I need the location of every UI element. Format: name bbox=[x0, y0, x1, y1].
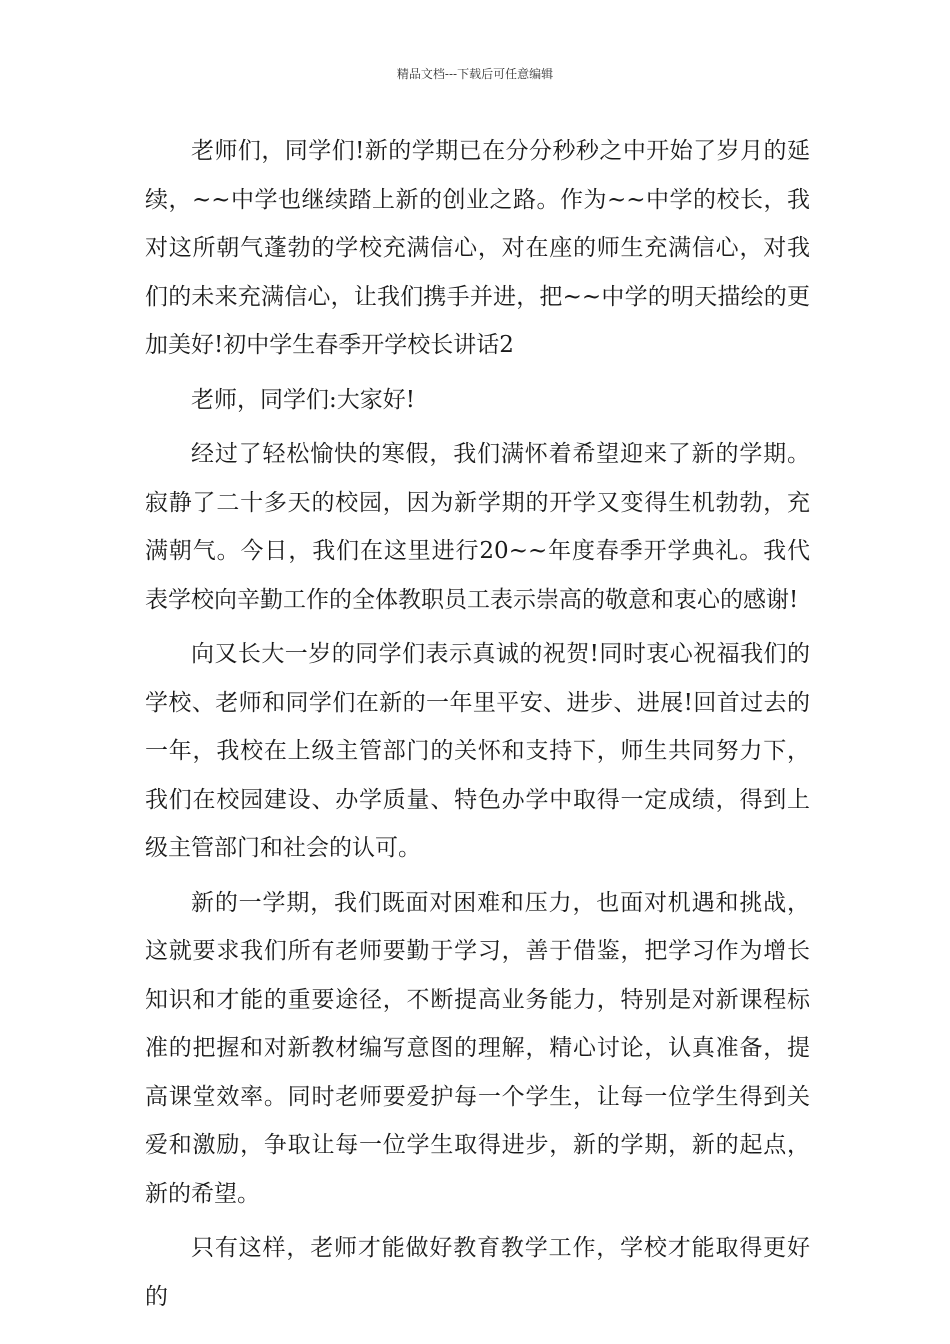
paragraph: 老师，同学们:大家好! bbox=[191, 386, 415, 413]
paragraph: 经过了轻松愉快的寒假，我们满怀着希望迎来了新的学期。寂静了二十多天的校园，因为新学期的开学又变得生机勃勃，充满朝气。今日，我们在这里进行20~~年度春季开学典礼。我代表学校向辛勤工作的全体教职员工表示崇高的敬意和衷心的感谢! bbox=[145, 441, 810, 613]
paragraph: 新的一学期，我们既面对困难和压力，也面对机遇和挑战，这就要求我们所有老师要勤于学习，善于借鉴，把学习作为增长知识和才能的重要途径，不断提高业务能力，特别是对新课程标准的把握和对新教材编写意图的理解，精心讨论，认真准备，提高课堂效率。同时老师要爱护每一个学生，让每一位学生得到关爱和激励，争取让每一位学生取得进步，新的学期，新的起点，新的希望。 bbox=[145, 889, 810, 1207]
document-body bbox=[145, 127, 810, 1321]
paragraph: 老师们，同学们!新的学期已在分分秒秒之中开始了岁月的延续，~~中学也继续踏上新的创业之路。作为~~中学的校长，我对这所朝气蓬勃的学校充满信心，对在座的师生充满信心，对我们的未来充满信心，让我们携手并进，把~~中学的明天描绘的更加美好!初中学生春季开学校长讲话2 bbox=[145, 138, 810, 358]
paragraph: 向又长大一岁的同学们表示真诚的祝贺!同时衷心祝福我们的学校、老师和同学们在新的一年里平安、进步、进展!回首过去的一年，我校在上级主管部门的关怀和支持下，师生共同努力下，我们在校园建设、办学质量、特色办学中取得一定成绩，得到上级主管部门和社会的认可。 bbox=[145, 641, 810, 861]
page-header: 精品文档---下载后可任意编辑 bbox=[396, 67, 554, 81]
paragraph: 只有这样，老师才能做好教育教学工作，学校才能取得更好的 bbox=[145, 1235, 810, 1310]
